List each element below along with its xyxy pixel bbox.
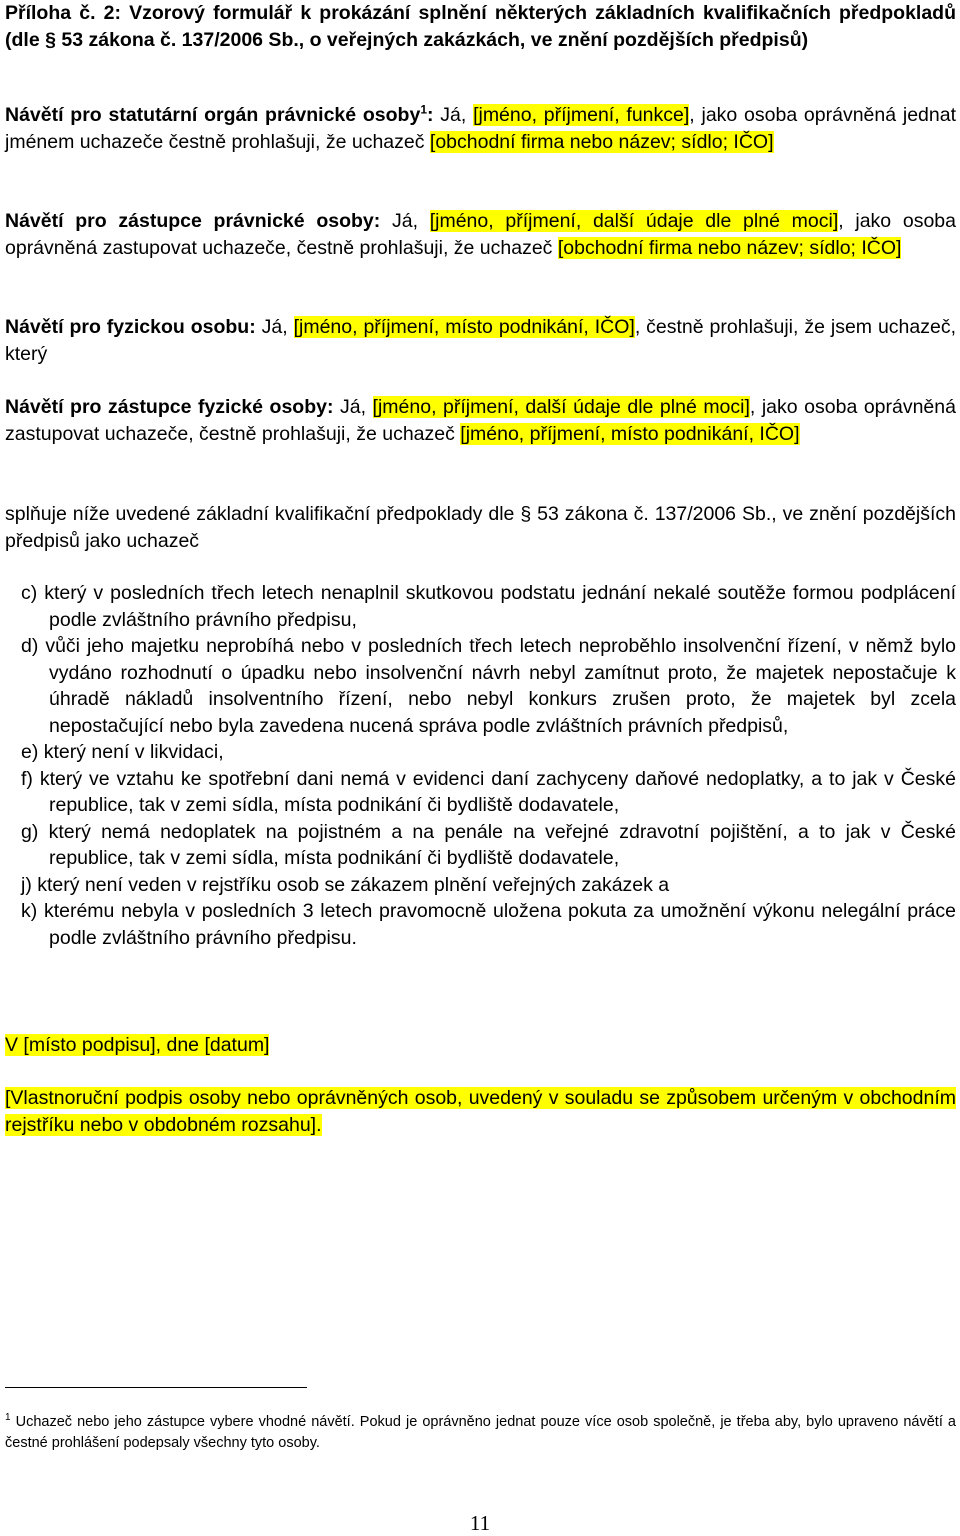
- page-number: 11: [469, 1511, 491, 1535]
- placeholder-field: [jméno, příjmení, místo podnikání, IČO]: [460, 422, 800, 445]
- list-item: e) který není v likvidaci,: [21, 741, 224, 763]
- footnote: [5, 1412, 956, 1454]
- footnote-ref: 1: [420, 102, 427, 117]
- document-title: Příloha č. 2: Vzorový formulář k prokázání splnění některých základních kvalifikačních předpokladů (dle § 53 zákona č. 137/2006 Sb., o veřejných zakázkách, ve znění pozdějších předpisů): [5, 2, 956, 51]
- placeholder-field: [jméno, příjmení, funkce]: [473, 104, 690, 126]
- preamble-natural-person-representative: Návětí pro zástupce fyzické osoby: Já, [jméno, příjmení, další údaje dle plné moci], jako osoba oprávněná zastupovat uchazeče, čestně prohlašuji, že uchazeč [jméno, příjmení, místo podnikání, IČO]: [5, 396, 956, 445]
- placeholder-field: [jméno, příjmení, další údaje dle plné moci]: [372, 396, 750, 418]
- preamble-natural-person: Návětí pro fyzickou osobu: Já, [jméno, příjmení, místo podnikání, IČO], čestně prohlašuji, že jsem uchazeč, který: [5, 316, 957, 365]
- preamble-label: Návětí pro zástupce právnické osoby:: [5, 210, 381, 232]
- footnote-separator: [5, 1387, 307, 1388]
- list-item: d) vůči jeho majetku neprobíhá nebo v posledních třech letech neproběhlo insolvenční řízení, v němž bylo vydáno rozhodnutí o úpadku nebo insolvenční návrh nebyl zamítnut proto, že majetek nepostačuje k úhradě nákladů insolventního řízení, nebo nebyl konkurs zrušen proto, že majetek byl zcela nepostačující nebo byla zavedena nucená správa podle zvláštních právních předpisů,: [21, 635, 956, 737]
- placeholder-field: [Vlastnoruční podpis osoby nebo oprávněných osob, uvedený v souladu se způsobem určeným v obchodním rejstříku nebo v obdobném rozsahu].: [5, 1087, 956, 1136]
- place-date-line: [5, 1032, 956, 1059]
- list-item: c) který v posledních třech letech nenaplnil skutkovou podstatu jednání nekalé soutěže formou podplácení podle zvláštního právního předpisu,: [21, 582, 956, 631]
- preamble-statutory-body: Návětí pro statutární orgán právnické osoby$^1$: Já, [jméno, příjmení, funkce], jako osoba oprávněná jednat jménem uchazeče čestně prohlašuji, že uchazeč [obchodní firma nebo název; sídlo; IČO]: [5, 102, 956, 153]
- section-sign: §: [45, 28, 56, 51]
- preamble-label: Návětí pro zástupce fyzické osoby:: [5, 396, 334, 418]
- section-sign: §: [520, 503, 532, 525]
- preamble-legal-entity-representative: Návětí pro zástupce právnické osoby: Já, [jméno, příjmení, další údaje dle plné moci], jako osoba oprávněná zastupovat uchazeče, čestně prohlašuji, že uchazeč [obchodní firma nebo název; sídlo; IČO]: [5, 210, 956, 259]
- qualification-statement: splňuje níže uvedené základní kvalifikační předpoklady dle § 53 zákona č. 137/2006 Sb., ve znění pozdějších předpisů jako uchazeč: [5, 503, 957, 552]
- placeholder-field: [obchodní firma nebo název; sídlo; IČO]: [557, 236, 902, 259]
- signature-line: [5, 1085, 956, 1138]
- qualification-list: [5, 580, 956, 951]
- preamble-label: Návětí pro fyzickou osobu:: [5, 316, 256, 338]
- list-item: k) kterému nebyla v posledních 3 letech pravomocně uložena pokuta za umožnění výkonu nelegální práce podle zvláštního právního předpisu.: [21, 900, 956, 949]
- preamble-label: Návětí pro statutární orgán právnické osoby: [5, 104, 421, 126]
- footnote-text: Uchazeč nebo jeho zástupce vybere vhodné návětí. Pokud je oprávněno jednat pouze více osob společně, je třeba aby, bylo upraveno návětí a čestné prohlášení podepsaly všechny tyto osoby.: [5, 1414, 956, 1451]
- placeholder-field: [jméno, příjmení, další údaje dle plné moci]: [429, 210, 839, 232]
- list-item: f) který ve vztahu ke spotřební dani nemá v evidenci daní zachyceny daňové nedoplatky, a to jak v České republice, tak v zemi sídla, místa podnikání či bydliště dodavatele,: [21, 767, 956, 816]
- placeholder-field: [obchodní firma nebo název; sídlo; IČO]: [429, 130, 774, 153]
- placeholder-field: V [místo podpisu], dne [datum]: [5, 1034, 270, 1056]
- list-item: j) který není veden v rejstříku osob se zákazem plnění veřejných zakázek a: [21, 873, 670, 896]
- list-item: g) který nemá nedoplatek na pojistném a na penále na veřejné zdravotní pojištění, a to jak v České republice, tak v zemi sídla, místa podnikání či bydliště dodavatele,: [21, 820, 956, 869]
- placeholder-field: [jméno, příjmení, místo podnikání, IČO]: [293, 316, 635, 338]
- footnote-marker: 1: [5, 1412, 11, 1424]
